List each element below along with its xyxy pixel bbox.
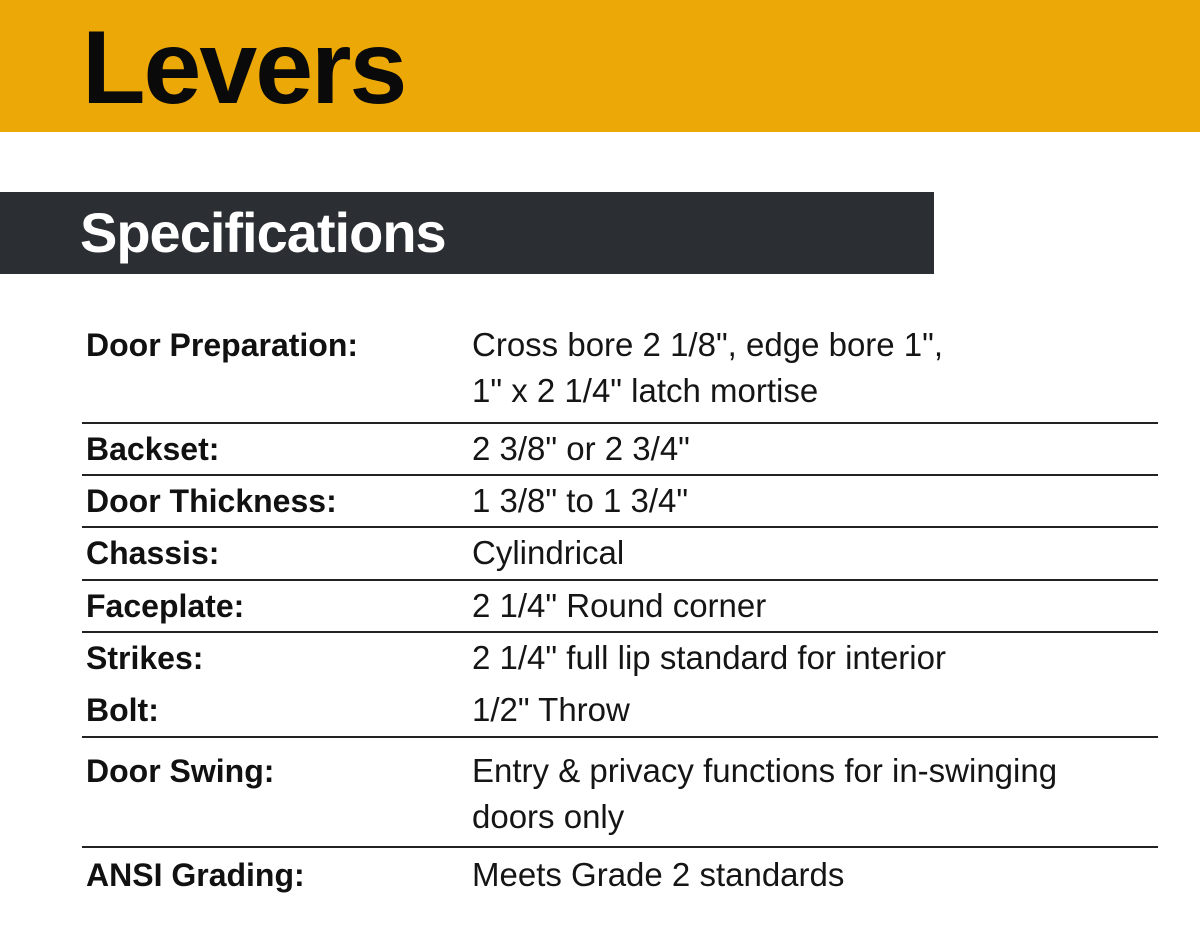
spec-value [472, 530, 1158, 576]
spec-value-line: Cylindrical [472, 534, 625, 571]
spec-value-line: 2 3/8" or 2 3/4" [472, 430, 690, 467]
spec-value [472, 748, 1158, 840]
spec-value [472, 635, 1158, 681]
spec-label: Door Swing: [86, 753, 275, 789]
spec-value-line: 2 1/4" Round corner [472, 587, 767, 624]
page-title: Levers [82, 10, 406, 126]
spec-row-door-preparation [82, 320, 1158, 424]
spec-label: Door Preparation: [86, 327, 359, 363]
spec-value-line: doors only [472, 798, 625, 835]
spec-value-line: 1 3/8" to 1 3/4" [472, 482, 689, 519]
spec-value-line: Entry & privacy functions for in-swinging [472, 752, 1058, 789]
spec-row-door-thickness [82, 476, 1158, 528]
spec-row-strikes [82, 633, 1158, 685]
spec-value-line: Meets Grade 2 standards [472, 856, 845, 893]
spec-value [472, 852, 1158, 898]
spec-row-bolt [82, 685, 1158, 738]
spec-label: Faceplate: [86, 588, 245, 624]
spec-label: Chassis: [86, 535, 220, 571]
spec-value-line: Cross bore 2 1/8", edge bore 1", [472, 326, 944, 363]
spec-label: Door Thickness: [86, 483, 337, 519]
title-banner [0, 0, 1200, 132]
spec-row-door-swing [82, 738, 1158, 848]
spec-row-backset [82, 424, 1158, 476]
spec-value-line: 1/2" Throw [472, 691, 630, 728]
spec-value [472, 687, 1158, 733]
spec-value [472, 322, 1158, 414]
spec-row-faceplate [82, 581, 1158, 633]
specifications-table [82, 320, 1158, 900]
spec-value [472, 583, 1158, 629]
spec-row-ansi-grading [82, 848, 1158, 900]
section-title: Specifications [80, 201, 446, 264]
spec-label: Bolt: [86, 692, 159, 728]
section-banner [0, 192, 934, 274]
spec-row-chassis [82, 528, 1158, 581]
spec-label: Strikes: [86, 640, 204, 676]
spec-label: Backset: [86, 431, 220, 467]
spec-label: ANSI Grading: [86, 857, 305, 893]
spec-value [472, 426, 1158, 472]
spec-value-line: 2 1/4" full lip standard for interior [472, 639, 946, 676]
spec-value [472, 478, 1158, 524]
spec-value-line: 1" x 2 1/4" latch mortise [472, 372, 819, 409]
